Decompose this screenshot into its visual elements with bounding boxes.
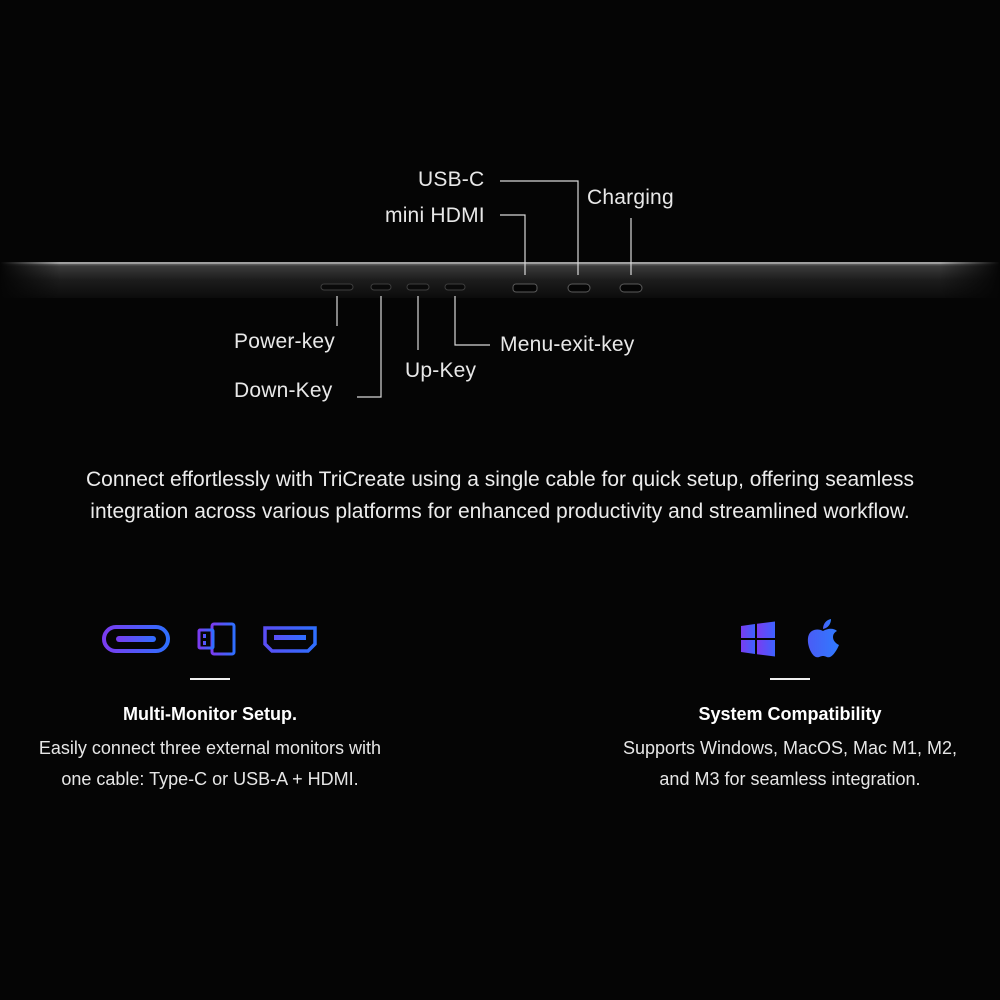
windows-logo-icon	[740, 621, 776, 657]
feature-title: Multi-Monitor Setup.	[123, 704, 297, 724]
charging-label: Charging	[587, 186, 674, 209]
usb-c-port-icon	[102, 624, 170, 654]
feature-description-line: Supports Windows, MacOS, Mac M1, M2,	[622, 738, 958, 758]
hdmi-port-icon	[262, 624, 318, 654]
feature-multi-monitor	[0, 610, 420, 795]
power-key-button	[321, 284, 353, 290]
connection-icons	[0, 610, 420, 668]
feature-description	[580, 733, 1000, 795]
feature-divider	[770, 678, 810, 680]
feature-description-line: one cable: Type-C or USB-A + HDMI.	[61, 769, 359, 789]
mini-hdmi-label: mini HDMI	[385, 204, 485, 227]
feature-system-compatibility	[580, 610, 1000, 795]
os-icons	[580, 610, 1000, 668]
up-key-label: Up-Key	[405, 359, 477, 382]
feature-description	[0, 733, 420, 795]
feature-title: System Compatibility	[698, 704, 882, 724]
usb-c-leader-line	[500, 181, 578, 275]
down-key-leader-line	[357, 296, 381, 397]
charging-port	[620, 284, 642, 292]
tagline-text: Connect effortlessly with TriCreate using a single cable for quick setup, offering seamless integration across various platforms for enhanced productivity and streamlined workflow.	[86, 468, 914, 523]
monitor-edge	[0, 262, 1000, 298]
apple-logo-icon	[806, 619, 840, 659]
menu-exit-key-button	[445, 284, 465, 290]
monitor-edge-diagram	[0, 0, 1000, 430]
feature-description-line: Easily connect three external monitors with	[38, 738, 382, 758]
feature-description-line: and M3 for seamless integration.	[659, 769, 921, 789]
down-key-button	[371, 284, 391, 290]
power-key-label: Power-key	[234, 330, 335, 353]
usb-c-label: USB-C	[418, 168, 485, 191]
menu-exit-key-leader-line	[455, 296, 490, 345]
down-key-label: Down-Key	[234, 379, 333, 402]
mini-hdmi-port	[513, 284, 537, 292]
feature-divider	[190, 678, 230, 680]
usb-c-port	[568, 284, 590, 292]
up-key-button	[407, 284, 429, 290]
menu-exit-key-label: Menu-exit-key	[500, 333, 635, 356]
usb-a-plug-icon	[196, 622, 236, 656]
